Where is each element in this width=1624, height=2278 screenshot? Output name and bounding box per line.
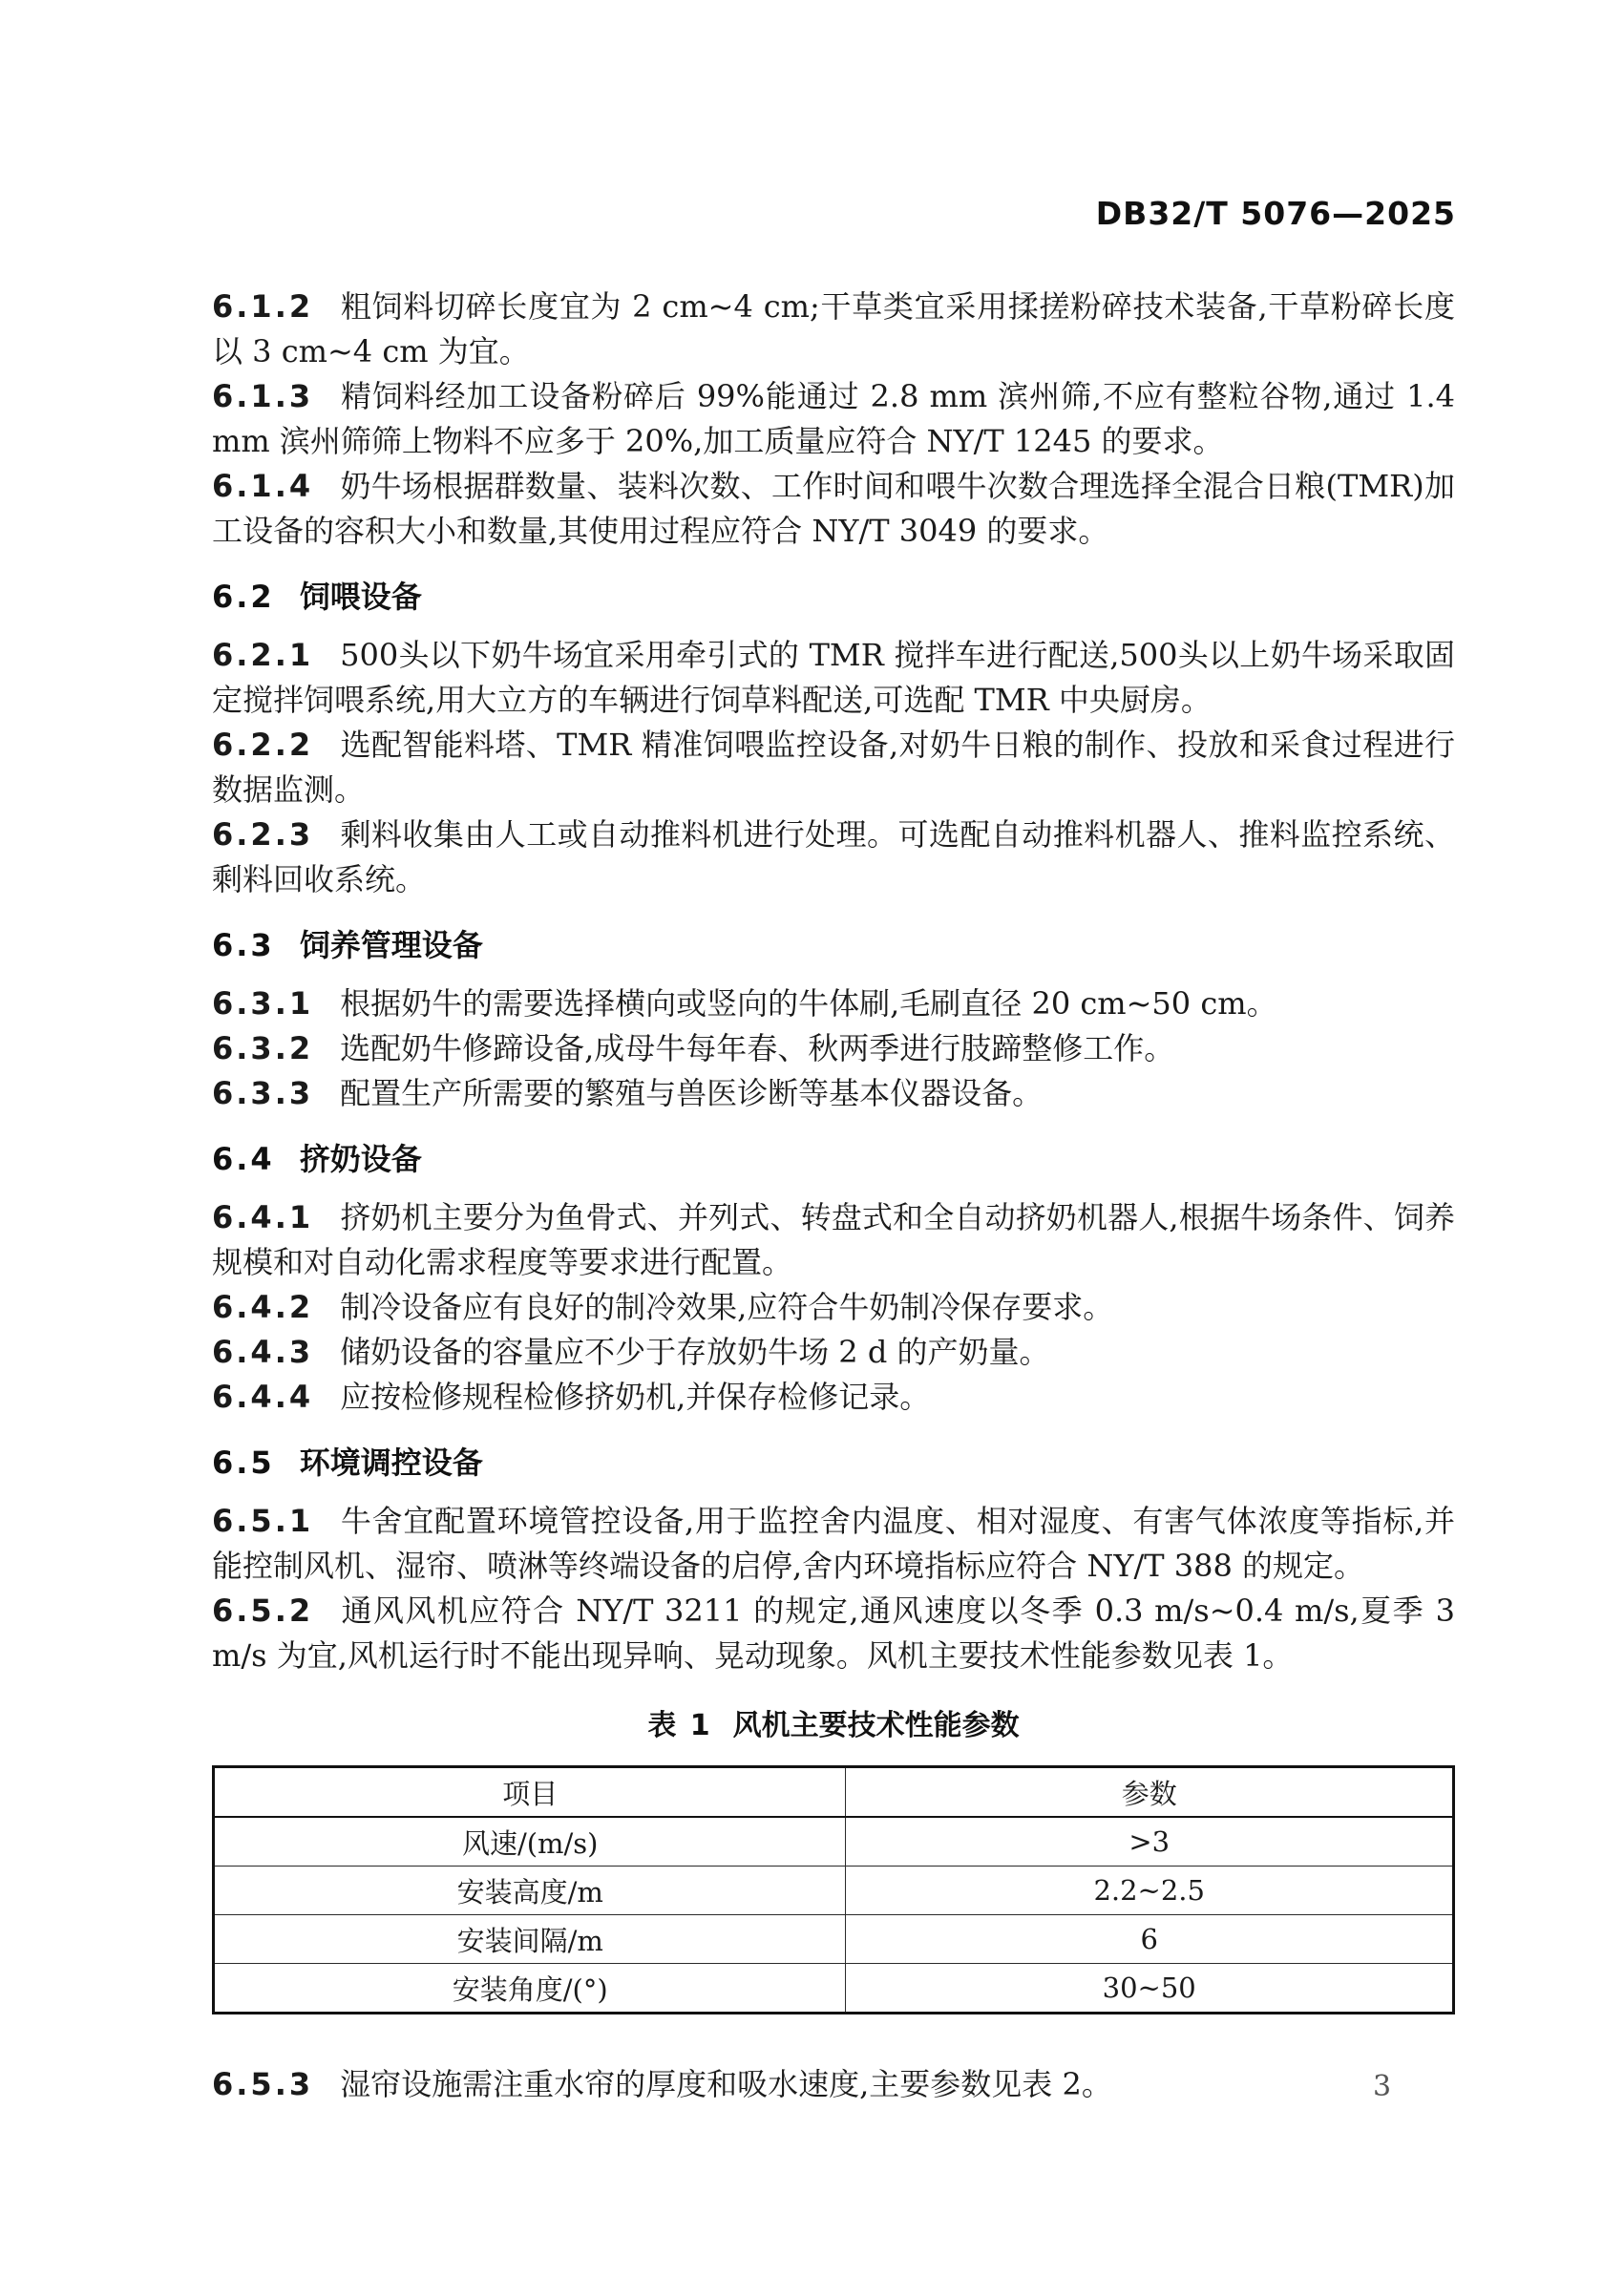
clause-6-5-1 <box>212 1499 1455 1589</box>
clause-text: 牛舍宜配置环境管控设备,用于监控舍内温度、相对湿度、有害气体浓度等指标,并能控制风机、湿帘、喷淋等终端设备的启停,舍内环境指标应符合 NY/T 388 的规定。 <box>212 1503 1455 1584</box>
heading-6-4 <box>212 1137 1455 1182</box>
table-row-wind-speed <box>214 1817 1454 1867</box>
clause-6-5-2 <box>212 1589 1455 1678</box>
table1-caption <box>212 1703 1455 1748</box>
clause-number: 6.1.3 <box>212 378 314 414</box>
clause-number: 6.2.3 <box>212 816 314 853</box>
heading-number: 6.2 <box>212 579 275 615</box>
page-content <box>212 285 1455 2107</box>
table1-caption-title: 风机主要技术性能参数 <box>732 1709 1020 1742</box>
table1-caption-label: 表 1 <box>647 1709 712 1742</box>
clause-text: 剩料收集由人工或自动推料机进行处理。可选配自动推料机器人、推料监控系统、剩料回收系统。 <box>212 816 1455 897</box>
heading-number: 6.4 <box>212 1141 275 1177</box>
clause-6-4-2 <box>212 1285 1455 1330</box>
table-cell-item: 安装高度/m <box>214 1867 846 1915</box>
table-cell-item: 风速/(m/s) <box>214 1817 846 1867</box>
clause-number: 6.5.1 <box>212 1503 314 1539</box>
table-header-row <box>214 1767 1454 1818</box>
clause-text: 通风风机应符合 NY/T 3211 的规定,通风速度以冬季 0.3 m/s~0.4 m/s,夏季 3 m/s 为宜,风机运行时不能出现异响、晃动现象。风机主要技术性能参数见表 1。 <box>212 1592 1455 1674</box>
clause-text: 根据奶牛的需要选择横向或竖向的牛体刷,毛刷直径 20 cm~50 cm。 <box>340 985 1277 1022</box>
clause-6-3-1 <box>212 981 1455 1026</box>
heading-number: 6.3 <box>212 927 275 963</box>
clause-6-1-2 <box>212 285 1455 374</box>
heading-6-3 <box>212 923 1455 968</box>
clause-text: 选配奶牛修蹄设备,成母牛每年春、秋两季进行肢蹄整修工作。 <box>340 1030 1175 1066</box>
clause-number: 6.3.3 <box>212 1075 314 1111</box>
clause-text: 储奶设备的容量应不少于存放奶牛场 2 d 的产奶量。 <box>340 1334 1050 1370</box>
clause-text: 挤奶机主要分为鱼骨式、并列式、转盘式和全自动挤奶机器人,根据牛场条件、饲养规模和对自动化需求程度等要求进行配置。 <box>212 1199 1455 1280</box>
standard-code: DB32/T 5076—2025 <box>1095 195 1456 232</box>
table-cell-value: 2.2~2.5 <box>846 1867 1454 1915</box>
clause-text: 粗饲料切碎长度宜为 2 cm~4 cm;干草类宜采用揉搓粉碎技术装备,干草粉碎长度以 3 cm~4 cm 为宜。 <box>212 288 1455 369</box>
clause-6-2-1 <box>212 633 1455 723</box>
clause-number: 6.1.2 <box>212 288 314 325</box>
heading-title: 挤奶设备 <box>299 1141 422 1177</box>
clause-6-2-2 <box>212 723 1455 812</box>
clause-6-1-4 <box>212 464 1455 554</box>
clause-text: 选配智能料塔、TMR 精准饲喂监控设备,对奶牛日粮的制作、投放和采食过程进行数据监测。 <box>212 727 1455 808</box>
clause-number: 6.5.2 <box>212 1592 314 1629</box>
clause-text: 奶牛场根据群数量、装料次数、工作时间和喂牛次数合理选择全混合日粮(TMR)加工设备的容积大小和数量,其使用过程应符合 NY/T 3049 的要求。 <box>212 468 1455 549</box>
clause-number: 6.4.3 <box>212 1334 314 1370</box>
clause-6-3-2 <box>212 1026 1455 1071</box>
clause-text: 应按检修规程检修挤奶机,并保存检修记录。 <box>340 1379 931 1415</box>
heading-6-5 <box>212 1441 1455 1486</box>
clause-text: 制冷设备应有良好的制冷效果,应符合牛奶制冷保存要求。 <box>340 1289 1114 1325</box>
clause-text: 500头以下奶牛场宜采用牵引式的 TMR 搅拌车进行配送,500头以上奶牛场采取固定搅拌饲喂系统,用大立方的车辆进行饲草料配送,可选配 TMR 中央厨房。 <box>212 637 1455 718</box>
table-row-install-spacing <box>214 1915 1454 1964</box>
heading-title: 饲喂设备 <box>299 579 422 615</box>
table-cell-value: >3 <box>846 1817 1454 1867</box>
clause-6-2-3 <box>212 812 1455 902</box>
table-header-cell-value: 参数 <box>846 1767 1454 1818</box>
heading-title: 环境调控设备 <box>299 1445 483 1481</box>
clause-6-1-3 <box>212 374 1455 464</box>
clause-6-4-3 <box>212 1330 1455 1375</box>
clause-text: 配置生产所需要的繁殖与兽医诊断等基本仪器设备。 <box>340 1075 1044 1111</box>
table-cell-value: 30~50 <box>846 1964 1454 2014</box>
clause-number: 6.4.4 <box>212 1379 314 1415</box>
page-number: 3 <box>1373 2070 1392 2103</box>
clause-number: 6.3.2 <box>212 1030 314 1066</box>
clause-number: 6.2.2 <box>212 727 314 763</box>
clause-number: 6.5.3 <box>212 2066 314 2102</box>
table-cell-value: 6 <box>846 1915 1454 1964</box>
table1-fan-parameters <box>212 1765 1455 2014</box>
table-header-cell-item: 项目 <box>214 1767 846 1818</box>
heading-title: 饲养管理设备 <box>299 927 483 963</box>
clause-6-3-3 <box>212 1071 1455 1116</box>
clause-number: 6.4.2 <box>212 1289 314 1325</box>
clause-6-4-1 <box>212 1195 1455 1285</box>
clause-number: 6.4.1 <box>212 1199 314 1235</box>
table-row-install-height <box>214 1867 1454 1915</box>
table-row-install-angle <box>214 1964 1454 2014</box>
clause-6-4-4 <box>212 1375 1455 1420</box>
clause-text: 湿帘设施需注重水帘的厚度和吸水速度,主要参数见表 2。 <box>340 2066 1112 2102</box>
heading-number: 6.5 <box>212 1445 275 1481</box>
clause-number: 6.2.1 <box>212 637 314 673</box>
table-cell-item: 安装角度/(°) <box>214 1964 846 2014</box>
clause-text: 精饲料经加工设备粉碎后 99%能通过 2.8 mm 滨州筛,不应有整粒谷物,通过 1.4 mm 滨州筛筛上物料不应多于 20%,加工质量应符合 NY/T 1245 的要求。 <box>212 378 1455 459</box>
clause-number: 6.3.1 <box>212 985 314 1022</box>
clause-number: 6.1.4 <box>212 468 314 504</box>
heading-6-2 <box>212 575 1455 620</box>
table-cell-item: 安装间隔/m <box>214 1915 846 1964</box>
clause-6-5-3 <box>212 2062 1455 2107</box>
